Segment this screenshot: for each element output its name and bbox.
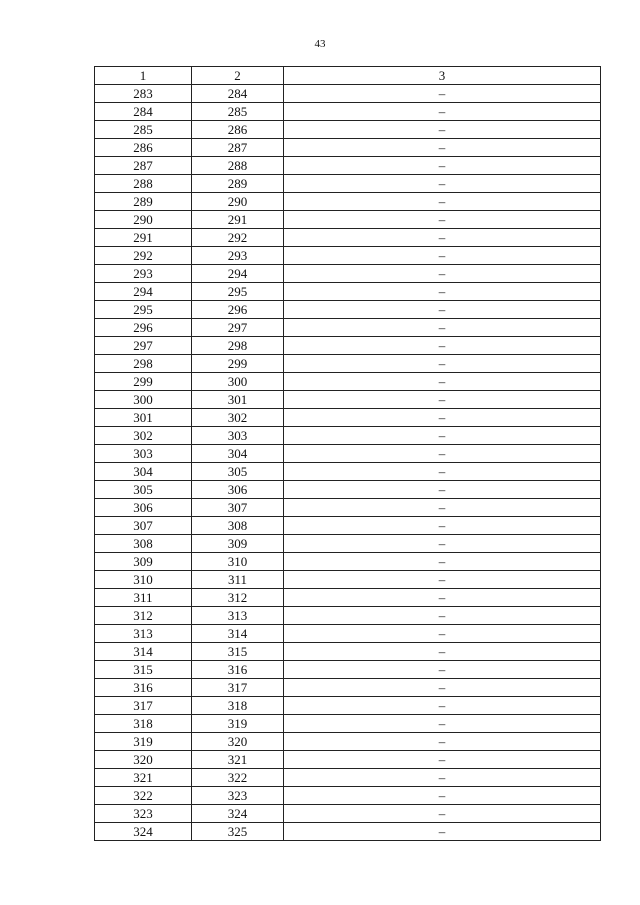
table-cell-col-1: 306	[95, 499, 192, 517]
table-row	[95, 787, 601, 805]
table-cell-col-3: –	[284, 589, 601, 607]
table-cell-col-3: –	[284, 247, 601, 265]
table-row	[95, 373, 601, 391]
table-cell-col-2: 324	[192, 805, 284, 823]
table-cell-col-2: 323	[192, 787, 284, 805]
table-cell-col-3: –	[284, 679, 601, 697]
table-cell-col-1: 299	[95, 373, 192, 391]
table-cell-col-1: 323	[95, 805, 192, 823]
table-cell-col-1: 292	[95, 247, 192, 265]
table-cell-col-3: –	[284, 139, 601, 157]
table-row	[95, 589, 601, 607]
table-cell-col-3: –	[284, 805, 601, 823]
table-cell-col-2: 320	[192, 733, 284, 751]
table-cell-col-3: –	[284, 301, 601, 319]
table-cell-col-2: 302	[192, 409, 284, 427]
table-row	[95, 481, 601, 499]
table-cell-col-2: 305	[192, 463, 284, 481]
table-cell-col-2: 296	[192, 301, 284, 319]
table-cell-col-3: –	[284, 535, 601, 553]
table-cell-col-1: 317	[95, 697, 192, 715]
table-cell-col-3: –	[284, 715, 601, 733]
table-row	[95, 697, 601, 715]
table-cell-col-1: 285	[95, 121, 192, 139]
table-row	[95, 625, 601, 643]
table-cell-col-1: 303	[95, 445, 192, 463]
table-cell-col-2: 292	[192, 229, 284, 247]
table-cell-col-1: 293	[95, 265, 192, 283]
table-row	[95, 499, 601, 517]
table-cell-col-1: 318	[95, 715, 192, 733]
table-cell-col-3: –	[284, 85, 601, 103]
table-cell-col-1: 289	[95, 193, 192, 211]
data-table	[94, 66, 601, 841]
table-row	[95, 409, 601, 427]
table-row	[95, 265, 601, 283]
table-cell-col-2: 293	[192, 247, 284, 265]
table-cell-col-2: 314	[192, 625, 284, 643]
table-cell-col-2: 299	[192, 355, 284, 373]
table-cell-col-2: 312	[192, 589, 284, 607]
table-row	[95, 391, 601, 409]
table-row	[95, 103, 601, 121]
table-cell-col-3: –	[284, 751, 601, 769]
table-cell-col-3: –	[284, 211, 601, 229]
column-header-2: 2	[192, 67, 284, 85]
table-cell-col-3: –	[284, 697, 601, 715]
table-cell-col-2: 304	[192, 445, 284, 463]
table-cell-col-3: –	[284, 481, 601, 499]
table-cell-col-1: 315	[95, 661, 192, 679]
table-cell-col-1: 297	[95, 337, 192, 355]
table-cell-col-3: –	[284, 175, 601, 193]
table-cell-col-1: 309	[95, 553, 192, 571]
table-cell-col-3: –	[284, 121, 601, 139]
table-cell-col-2: 298	[192, 337, 284, 355]
page-number: 43	[314, 38, 326, 50]
table-cell-col-1: 312	[95, 607, 192, 625]
table-row	[95, 175, 601, 193]
column-header-1: 1	[95, 67, 192, 85]
table-row	[95, 607, 601, 625]
table-row	[95, 661, 601, 679]
table-cell-col-2: 316	[192, 661, 284, 679]
table-row	[95, 769, 601, 787]
table-cell-col-2: 297	[192, 319, 284, 337]
table-row	[95, 139, 601, 157]
table-row	[95, 355, 601, 373]
table-cell-col-2: 300	[192, 373, 284, 391]
table-cell-col-3: –	[284, 625, 601, 643]
table-cell-col-3: –	[284, 373, 601, 391]
table-row	[95, 643, 601, 661]
table-cell-col-2: 290	[192, 193, 284, 211]
table-cell-col-3: –	[284, 157, 601, 175]
table-cell-col-3: –	[284, 499, 601, 517]
table-cell-col-2: 295	[192, 283, 284, 301]
table-cell-col-1: 287	[95, 157, 192, 175]
table-cell-col-1: 288	[95, 175, 192, 193]
table-cell-col-2: 325	[192, 823, 284, 841]
table-row	[95, 571, 601, 589]
header-row	[95, 67, 601, 85]
table-cell-col-2: 309	[192, 535, 284, 553]
table-cell-col-1: 324	[95, 823, 192, 841]
table-row	[95, 535, 601, 553]
table-cell-col-3: –	[284, 607, 601, 625]
table-row	[95, 733, 601, 751]
table-row	[95, 445, 601, 463]
table-cell-col-1: 310	[95, 571, 192, 589]
table-row	[95, 121, 601, 139]
table-cell-col-2: 284	[192, 85, 284, 103]
table-row	[95, 715, 601, 733]
table-row	[95, 463, 601, 481]
table-cell-col-2: 289	[192, 175, 284, 193]
table-cell-col-3: –	[284, 823, 601, 841]
table-cell-col-1: 296	[95, 319, 192, 337]
table-cell-col-2: 317	[192, 679, 284, 697]
table-cell-col-3: –	[284, 265, 601, 283]
table-cell-col-1: 302	[95, 427, 192, 445]
table-cell-col-2: 287	[192, 139, 284, 157]
table-cell-col-1: 283	[95, 85, 192, 103]
table-cell-col-1: 320	[95, 751, 192, 769]
table-cell-col-1: 290	[95, 211, 192, 229]
table-cell-col-2: 310	[192, 553, 284, 571]
table-row	[95, 211, 601, 229]
table-cell-col-1: 307	[95, 517, 192, 535]
table-row	[95, 85, 601, 103]
table-cell-col-1: 284	[95, 103, 192, 121]
table-cell-col-1: 304	[95, 463, 192, 481]
table-row	[95, 337, 601, 355]
table-row	[95, 679, 601, 697]
table-cell-col-3: –	[284, 463, 601, 481]
table-cell-col-1: 295	[95, 301, 192, 319]
table-cell-col-3: –	[284, 643, 601, 661]
table-cell-col-1: 319	[95, 733, 192, 751]
table-cell-col-3: –	[284, 319, 601, 337]
table-cell-col-2: 307	[192, 499, 284, 517]
table-row	[95, 283, 601, 301]
table-cell-col-2: 306	[192, 481, 284, 499]
table-cell-col-2: 311	[192, 571, 284, 589]
table-cell-col-1: 322	[95, 787, 192, 805]
table-header	[95, 67, 601, 85]
table-cell-col-2: 286	[192, 121, 284, 139]
table-cell-col-1: 291	[95, 229, 192, 247]
table-cell-col-1: 313	[95, 625, 192, 643]
table-cell-col-3: –	[284, 661, 601, 679]
table-cell-col-3: –	[284, 229, 601, 247]
table-cell-col-1: 298	[95, 355, 192, 373]
table-cell-col-2: 319	[192, 715, 284, 733]
table-row	[95, 427, 601, 445]
table-cell-col-3: –	[284, 769, 601, 787]
table-cell-col-3: –	[284, 571, 601, 589]
table-cell-col-2: 285	[192, 103, 284, 121]
table-cell-col-2: 303	[192, 427, 284, 445]
table-cell-col-3: –	[284, 103, 601, 121]
table-cell-col-1: 301	[95, 409, 192, 427]
table-cell-col-1: 311	[95, 589, 192, 607]
table-cell-col-3: –	[284, 733, 601, 751]
table-row	[95, 553, 601, 571]
table-cell-col-1: 305	[95, 481, 192, 499]
table-row	[95, 247, 601, 265]
table-body	[95, 85, 601, 841]
table-row	[95, 229, 601, 247]
table-cell-col-3: –	[284, 391, 601, 409]
table-cell-col-2: 322	[192, 769, 284, 787]
table-cell-col-2: 321	[192, 751, 284, 769]
table-cell-col-3: –	[284, 409, 601, 427]
table-cell-col-1: 308	[95, 535, 192, 553]
table-row	[95, 751, 601, 769]
table-cell-col-3: –	[284, 553, 601, 571]
table-cell-col-3: –	[284, 355, 601, 373]
table-cell-col-3: –	[284, 517, 601, 535]
table-row	[95, 517, 601, 535]
table-cell-col-1: 316	[95, 679, 192, 697]
table-row	[95, 823, 601, 841]
table-cell-col-2: 291	[192, 211, 284, 229]
table-row	[95, 157, 601, 175]
table-cell-col-3: –	[284, 283, 601, 301]
table-cell-col-2: 315	[192, 643, 284, 661]
table-cell-col-2: 313	[192, 607, 284, 625]
table-cell-col-2: 318	[192, 697, 284, 715]
table-row	[95, 319, 601, 337]
table-cell-col-1: 286	[95, 139, 192, 157]
table-cell-col-1: 294	[95, 283, 192, 301]
table-cell-col-1: 300	[95, 391, 192, 409]
table-cell-col-3: –	[284, 445, 601, 463]
table-cell-col-1: 321	[95, 769, 192, 787]
table-cell-col-3: –	[284, 787, 601, 805]
table-row	[95, 805, 601, 823]
table-cell-col-2: 294	[192, 265, 284, 283]
table-cell-col-3: –	[284, 427, 601, 445]
table-cell-col-2: 308	[192, 517, 284, 535]
table-cell-col-2: 301	[192, 391, 284, 409]
column-header-3: 3	[284, 67, 601, 85]
table-cell-col-3: –	[284, 193, 601, 211]
table-cell-col-1: 314	[95, 643, 192, 661]
table-cell-col-2: 288	[192, 157, 284, 175]
table-cell-col-3: –	[284, 337, 601, 355]
table-row	[95, 193, 601, 211]
table-row	[95, 301, 601, 319]
